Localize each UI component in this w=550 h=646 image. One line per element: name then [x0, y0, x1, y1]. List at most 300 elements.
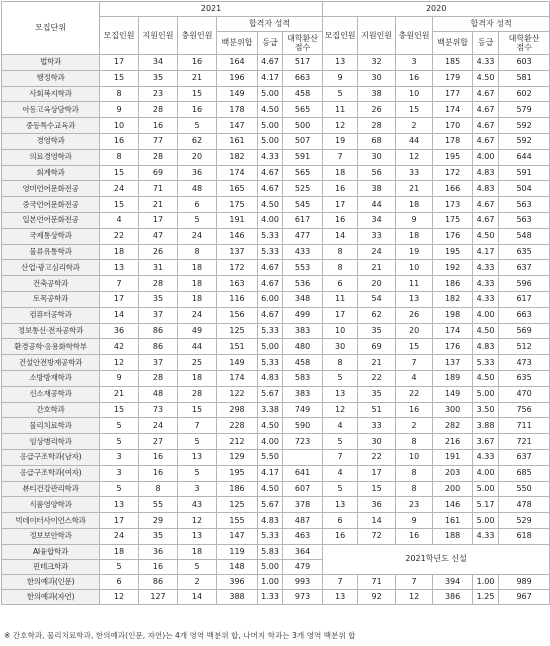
cell-2021: 35 [139, 70, 178, 86]
dept-name-cell: 응급구조학과(남자) [2, 449, 100, 465]
cell-2021: 24 [139, 418, 178, 434]
cell-2021: 77 [139, 133, 178, 149]
cell-2021: 146 [217, 228, 258, 244]
cell-2021: 69 [139, 165, 178, 181]
cell-2020: 22 [358, 370, 396, 386]
cell-2021: 186 [217, 481, 258, 497]
dept-name-cell: 정보보안학과 [2, 528, 100, 544]
cell-2021: 4.17 [258, 465, 283, 481]
cell-2021: 27 [139, 434, 178, 450]
cell-2021: 212 [217, 434, 258, 450]
cell-2020: 185 [433, 55, 473, 71]
cell-2021: 24 [178, 307, 217, 323]
cell-2020: 216 [433, 434, 473, 450]
dept-name-cell: 응급구조학과(여자) [2, 465, 100, 481]
cell-2020: 4.67 [473, 86, 499, 102]
cell-2020: 3.88 [473, 418, 499, 434]
cell-2020: 18 [396, 197, 433, 213]
cell-2021: 36 [139, 544, 178, 559]
cell-2021: 16 [139, 449, 178, 465]
cell-2021: 4.00 [258, 434, 283, 450]
cell-2021: 18 [178, 544, 217, 559]
cell-2021: 500 [283, 118, 323, 134]
cell-2021: 71 [139, 181, 178, 197]
cell-2020: 14 [323, 228, 358, 244]
cell-2021: 36 [178, 165, 217, 181]
cell-2020: 685 [499, 465, 550, 481]
table-row [2, 528, 550, 544]
cell-2021: 13 [178, 449, 217, 465]
cell-2021: 723 [283, 434, 323, 450]
cell-2020: 394 [433, 575, 473, 590]
dept-name-cell: 물리치료학과 [2, 418, 100, 434]
cell-2021: 14 [100, 307, 139, 323]
cell-2021: 5.00 [258, 133, 283, 149]
cell-2021: 8 [178, 244, 217, 260]
cell-2020: 5.00 [473, 386, 499, 402]
cell-2021: 48 [139, 386, 178, 402]
cell-2020: 8 [396, 481, 433, 497]
cell-2021: 24 [100, 181, 139, 197]
cell-2021: 25 [178, 355, 217, 371]
cell-2020: 174 [433, 323, 473, 339]
cell-2020: 569 [499, 323, 550, 339]
cell-2020: 4.50 [473, 228, 499, 244]
cell-2021: 17 [100, 513, 139, 529]
cell-2020: 146 [433, 497, 473, 513]
cell-2020: 711 [499, 418, 550, 434]
cell-2020: 635 [499, 244, 550, 260]
table-row [2, 70, 550, 86]
cell-2020: 71 [358, 575, 396, 590]
cell-2020: 8 [323, 244, 358, 260]
dept-name-cell: 뷰티건강관리학과 [2, 481, 100, 497]
cell-2021: 480 [283, 339, 323, 355]
cell-2020: 22 [358, 449, 396, 465]
cell-2021: 5.33 [258, 528, 283, 544]
header-grade-2020: 등급 [473, 32, 499, 55]
dept-name-cell: 핀테크학과 [2, 559, 100, 574]
cell-2021: 15 [100, 70, 139, 86]
table-row [2, 339, 550, 355]
header-converted-line2: 점수 [294, 43, 311, 52]
cell-2021: 18 [178, 276, 217, 292]
dept-name-cell: 영미언어문화전공 [2, 181, 100, 197]
dept-name-cell: 임상병리학과 [2, 434, 100, 450]
cell-2021: 3 [178, 481, 217, 497]
cell-2020: 1.00 [473, 575, 499, 590]
cell-2020: 19 [323, 133, 358, 149]
cell-2021: 499 [283, 307, 323, 323]
cell-2020: 2 [396, 118, 433, 134]
cell-2021: 62 [178, 133, 217, 149]
table-row [2, 307, 550, 323]
cell-2020: 186 [433, 276, 473, 292]
cell-2020: 36 [358, 497, 396, 513]
cell-2020: 17 [323, 197, 358, 213]
cell-2021: 4.67 [258, 260, 283, 276]
cell-2020: 15 [396, 339, 433, 355]
cell-2020: 30 [358, 149, 396, 165]
cell-2021: 4.67 [258, 307, 283, 323]
table-row [2, 497, 550, 513]
cell-2020: 4.33 [473, 291, 499, 307]
cell-2020: 175 [433, 212, 473, 228]
cell-2021: 749 [283, 402, 323, 418]
cell-2020: 13 [323, 497, 358, 513]
cell-2020: 69 [358, 339, 396, 355]
cell-2020: 16 [396, 70, 433, 86]
cell-2021: 228 [217, 418, 258, 434]
cell-2021: 536 [283, 276, 323, 292]
cell-2020: 16 [323, 528, 358, 544]
cell-2020: 15 [396, 102, 433, 118]
cell-2020: 32 [358, 55, 396, 71]
cell-2021: 8 [100, 149, 139, 165]
cell-2021: 8 [100, 86, 139, 102]
table-row [2, 118, 550, 134]
cell-2021: 5.00 [258, 339, 283, 355]
cell-2021: 5.83 [258, 544, 283, 559]
cell-2021: 16 [178, 55, 217, 71]
cell-2020: 12 [396, 590, 433, 605]
cell-2020: 20 [396, 323, 433, 339]
cell-2020: 13 [396, 291, 433, 307]
cell-2021: 196 [217, 70, 258, 86]
cell-2021: 35 [139, 291, 178, 307]
cell-2021: 458 [283, 355, 323, 371]
dept-name-cell: 건축공학과 [2, 276, 100, 292]
cell-2021: 24 [100, 528, 139, 544]
cell-2021: 458 [283, 86, 323, 102]
cell-2021: 49 [178, 323, 217, 339]
table-row [2, 244, 550, 260]
cell-2021: 525 [283, 181, 323, 197]
cell-2021: 4.17 [258, 70, 283, 86]
cell-2020: 35 [358, 386, 396, 402]
table-row [2, 513, 550, 529]
cell-2020: 137 [433, 355, 473, 371]
cell-2021: 5 [178, 118, 217, 134]
header-converted-line1: 대학환산 [287, 34, 318, 43]
cell-2021: 4 [100, 212, 139, 228]
cell-2021: 383 [283, 386, 323, 402]
cell-2020: 4 [323, 465, 358, 481]
cell-2021: 21 [139, 197, 178, 213]
cell-2020: 4.67 [473, 102, 499, 118]
header-percentile-2021: 백분위합 [217, 32, 258, 55]
cell-2021: 163 [217, 276, 258, 292]
cell-2021: 15 [100, 402, 139, 418]
cell-2021: 641 [283, 465, 323, 481]
cell-2020: 596 [499, 276, 550, 292]
cell-2021: 378 [283, 497, 323, 513]
cell-2021: 37 [139, 355, 178, 371]
cell-2020: 5 [323, 434, 358, 450]
cell-2020: 989 [499, 575, 550, 590]
cell-2021: 4.83 [258, 370, 283, 386]
cell-2021: 31 [139, 260, 178, 276]
cell-2020: 166 [433, 181, 473, 197]
dept-name-cell: 의료경영학과 [2, 149, 100, 165]
cell-2020: 198 [433, 307, 473, 323]
cell-2021: 5.33 [258, 244, 283, 260]
cell-2020: 26 [358, 102, 396, 118]
cell-2020: 637 [499, 449, 550, 465]
cell-2021: 86 [139, 339, 178, 355]
header-unit: 모집단위 [2, 2, 100, 55]
cell-2020: 563 [499, 197, 550, 213]
cell-2021: 13 [100, 260, 139, 276]
cell-2020: 4.67 [473, 133, 499, 149]
cell-2020: 3.67 [473, 434, 499, 450]
cell-2020: 11 [323, 291, 358, 307]
cell-2021: 174 [217, 165, 258, 181]
cell-2021: 663 [283, 70, 323, 86]
cell-2021: 4.00 [258, 212, 283, 228]
cell-2020: 18 [396, 228, 433, 244]
cell-2021: 7 [100, 276, 139, 292]
cell-2021: 122 [217, 386, 258, 402]
cell-2021: 119 [217, 544, 258, 559]
cell-2021: 24 [178, 228, 217, 244]
cell-2020: 68 [358, 133, 396, 149]
cell-2021: 10 [100, 118, 139, 134]
cell-2020: 4.50 [473, 370, 499, 386]
dept-name-cell: 행정학과 [2, 70, 100, 86]
cell-2020: 4.00 [473, 465, 499, 481]
cell-2021: 9 [100, 370, 139, 386]
cell-2021: 5.50 [258, 449, 283, 465]
cell-2021: 1.33 [258, 590, 283, 605]
cell-2020: 470 [499, 386, 550, 402]
cell-2020: 26 [396, 307, 433, 323]
dept-name-cell: 환경공학·응용화학학부 [2, 339, 100, 355]
table-row [2, 133, 550, 149]
cell-2021: 4.67 [258, 55, 283, 71]
table-row [2, 165, 550, 181]
cell-2021: 21 [178, 70, 217, 86]
cell-2020: 15 [358, 481, 396, 497]
cell-2020: 603 [499, 55, 550, 71]
cell-2021: 396 [217, 575, 258, 590]
cell-2020: 12 [323, 118, 358, 134]
cell-2020: 176 [433, 339, 473, 355]
cell-2021: 28 [139, 149, 178, 165]
cell-2020: 179 [433, 70, 473, 86]
dept-name-cell: 빅데이터사이언스학과 [2, 513, 100, 529]
header-year-2021: 2021 [100, 2, 323, 17]
cell-2021: 17 [139, 212, 178, 228]
cell-2020: 5.00 [473, 481, 499, 497]
cell-2021: 477 [283, 228, 323, 244]
cell-2020: 602 [499, 86, 550, 102]
dept-name-cell: 한의예과(자연) [2, 590, 100, 605]
cell-2021: 37 [139, 307, 178, 323]
cell-2020: 5 [323, 86, 358, 102]
cell-2020: 478 [499, 497, 550, 513]
cell-2021: 5 [100, 418, 139, 434]
cell-2020: 17 [323, 307, 358, 323]
dept-name-cell: 간호학과 [2, 402, 100, 418]
cell-2021: 565 [283, 102, 323, 118]
cell-2021: 4.67 [258, 181, 283, 197]
table-row [2, 149, 550, 165]
cell-2021: 16 [100, 133, 139, 149]
cell-2021: 36 [100, 323, 139, 339]
cell-2021: 2 [178, 575, 217, 590]
cell-2020: 4.50 [473, 323, 499, 339]
cell-2020: 170 [433, 118, 473, 134]
cell-2021: 4.67 [258, 165, 283, 181]
cell-2020: 8 [323, 260, 358, 276]
cell-2020: 188 [433, 528, 473, 544]
cell-2020: 18 [323, 165, 358, 181]
cell-2020: 512 [499, 339, 550, 355]
cell-2020: 191 [433, 449, 473, 465]
cell-2020: 5.17 [473, 497, 499, 513]
cell-2020: 4.83 [473, 339, 499, 355]
cell-2020: 6 [323, 513, 358, 529]
header-recruit-2021: 모집인원 [100, 17, 139, 55]
cell-2020: 21 [358, 355, 396, 371]
cell-2021: 4.50 [258, 102, 283, 118]
table-row [2, 418, 550, 434]
cell-2020: 11 [396, 276, 433, 292]
cell-2020: 23 [396, 497, 433, 513]
cell-2020: 30 [358, 434, 396, 450]
table-row [2, 402, 550, 418]
cell-2021: 149 [217, 355, 258, 371]
cell-2021: 137 [217, 244, 258, 260]
header-recruit-2020: 모집인원 [323, 17, 358, 55]
cell-2021: 175 [217, 197, 258, 213]
cell-2020: 300 [433, 402, 473, 418]
table-row [2, 102, 550, 118]
dept-name-cell: 일본언어문화전공 [2, 212, 100, 228]
cell-2021: 507 [283, 133, 323, 149]
cell-2020: 5 [323, 370, 358, 386]
cell-2020: 173 [433, 197, 473, 213]
cell-2021: 86 [139, 323, 178, 339]
cell-2021: 18 [178, 260, 217, 276]
cell-2021: 35 [139, 528, 178, 544]
dept-name-cell: AI융합학과 [2, 544, 100, 559]
cell-2021: 5.67 [258, 497, 283, 513]
cell-2021: 5 [100, 559, 139, 574]
cell-2020: 4.33 [473, 528, 499, 544]
cell-2021: 5.33 [258, 228, 283, 244]
cell-2021: 47 [139, 228, 178, 244]
cell-2021: 23 [139, 86, 178, 102]
cell-2021: 5 [100, 481, 139, 497]
cell-2020: 38 [358, 86, 396, 102]
cell-2021: 364 [283, 544, 323, 559]
table-row [2, 260, 550, 276]
cell-2021: 5 [178, 434, 217, 450]
cell-2020: 33 [358, 418, 396, 434]
cell-2020: 581 [499, 70, 550, 86]
cell-2020: 10 [396, 86, 433, 102]
cell-2021: 28 [139, 370, 178, 386]
dept-name-cell: 토목공학과 [2, 291, 100, 307]
cell-2020: 28 [358, 118, 396, 134]
dept-name-cell: 정보통신·전자공학과 [2, 323, 100, 339]
table-row [2, 481, 550, 497]
cell-2021: 48 [178, 181, 217, 197]
cell-2020: 579 [499, 102, 550, 118]
cell-2021: 9 [100, 102, 139, 118]
cell-2021: 5.00 [258, 559, 283, 574]
cell-2021: 16 [139, 559, 178, 574]
cell-2020: 33 [396, 165, 433, 181]
cell-2020: 176 [433, 228, 473, 244]
cell-2021: 15 [178, 86, 217, 102]
header-converted-line2: 점수 [516, 43, 532, 52]
cell-2021: 3 [100, 465, 139, 481]
cell-2020: 16 [323, 181, 358, 197]
cell-2020: 282 [433, 418, 473, 434]
dept-name-cell: 회계학과 [2, 165, 100, 181]
cell-2021: 591 [283, 149, 323, 165]
cell-2021: 156 [217, 307, 258, 323]
dept-name-cell: 건설안전방재공학과 [2, 355, 100, 371]
cell-2020: 6 [323, 276, 358, 292]
dept-name-cell: 물류유통학과 [2, 244, 100, 260]
cell-2021: 18 [178, 370, 217, 386]
cell-2020: 2 [396, 418, 433, 434]
header-results-2021: 합격자 성적 [217, 17, 323, 32]
cell-2020: 4.67 [473, 197, 499, 213]
cell-2021: 55 [139, 497, 178, 513]
dept-name-cell: 중등특수교육과 [2, 118, 100, 134]
cell-2021: 20 [178, 149, 217, 165]
cell-2020: 635 [499, 370, 550, 386]
cell-2020: 177 [433, 86, 473, 102]
cell-2020: 161 [433, 513, 473, 529]
header-applicants-2021: 지원인원 [139, 17, 178, 55]
cell-2020: 21 [358, 260, 396, 276]
cell-2020: 21 [396, 181, 433, 197]
cell-2021: 34 [139, 55, 178, 71]
table-row [2, 197, 550, 213]
cell-2021: 178 [217, 102, 258, 118]
header-converted-2021 [283, 32, 323, 55]
table-row [2, 212, 550, 228]
cell-2021: 3 [100, 449, 139, 465]
header-converted-2020 [499, 32, 550, 55]
cell-2020: 54 [358, 291, 396, 307]
cell-2021: 5.33 [258, 355, 283, 371]
header-waitlist-2020: 충원인원 [396, 17, 433, 55]
dept-name-cell: 국제통상학과 [2, 228, 100, 244]
cell-2020: 203 [433, 465, 473, 481]
cell-2020: 5.33 [473, 355, 499, 371]
table-row [2, 544, 550, 559]
cell-2021: 16 [139, 118, 178, 134]
cell-2021: 161 [217, 133, 258, 149]
cell-2020: 44 [396, 133, 433, 149]
cell-2021: 15 [178, 402, 217, 418]
cell-2021: 73 [139, 402, 178, 418]
header-year-2020: 2020 [323, 2, 550, 17]
cell-2021: 388 [217, 590, 258, 605]
cell-2021: 463 [283, 528, 323, 544]
dept-name-cell: 식품영양학과 [2, 497, 100, 513]
cell-2021: 5 [178, 465, 217, 481]
cell-2020: 174 [433, 102, 473, 118]
dept-name-cell: 아동고육상담학과 [2, 102, 100, 118]
